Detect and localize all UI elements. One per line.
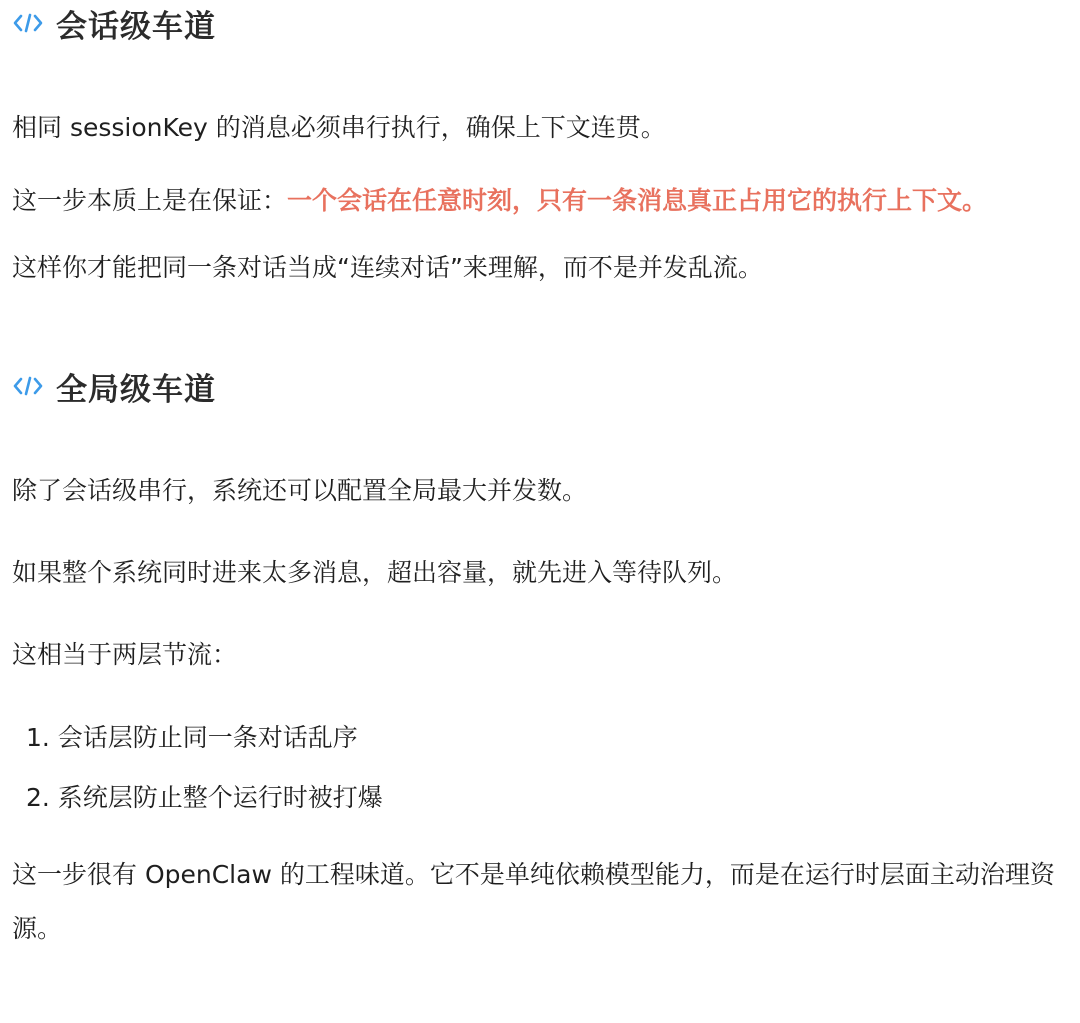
section-title: 会话级车道 <box>56 8 216 45</box>
highlight-text: 一个会话在任意时刻，只有一条消息真正占用它的执行上下文。 <box>287 186 988 215</box>
paragraph: 如果整个系统同时进来太多消息，超出容量，就先进入等待队列。 <box>12 558 738 587</box>
section-title: 全局级车道 <box>56 371 216 408</box>
code-icon <box>12 374 44 398</box>
list-item: 2. 系统层防止整个运行时被打爆 <box>26 783 383 812</box>
section-heading-global-lane <box>12 363 1070 409</box>
list-item: 1. 会话层防止同一条对话乱序 <box>26 723 358 752</box>
paragraph-with-highlight <box>12 175 1072 227</box>
paragraph: 除了会话级串行，系统还可以配置全局最大并发数。 <box>12 476 588 505</box>
paragraph: 这样你才能把同一条对话当成“连续对话”来理解，而不是并发乱流。 <box>12 253 763 282</box>
section-heading-session-lane <box>12 0 1070 46</box>
paragraph: 这一步很有 OpenClaw 的工程味道。它不是单纯依赖模型能力，而是在运行时层面主动治理资源。 <box>12 860 1055 943</box>
paragraph: 这相当于两层节流： <box>12 640 238 669</box>
paragraph-prefix: 这一步本质上是在保证： <box>12 186 288 215</box>
paragraph: 相同 sessionKey 的消息必须串行执行，确保上下文连贯。 <box>12 113 666 142</box>
code-icon <box>12 11 44 35</box>
numbered-list <box>12 708 1070 828</box>
